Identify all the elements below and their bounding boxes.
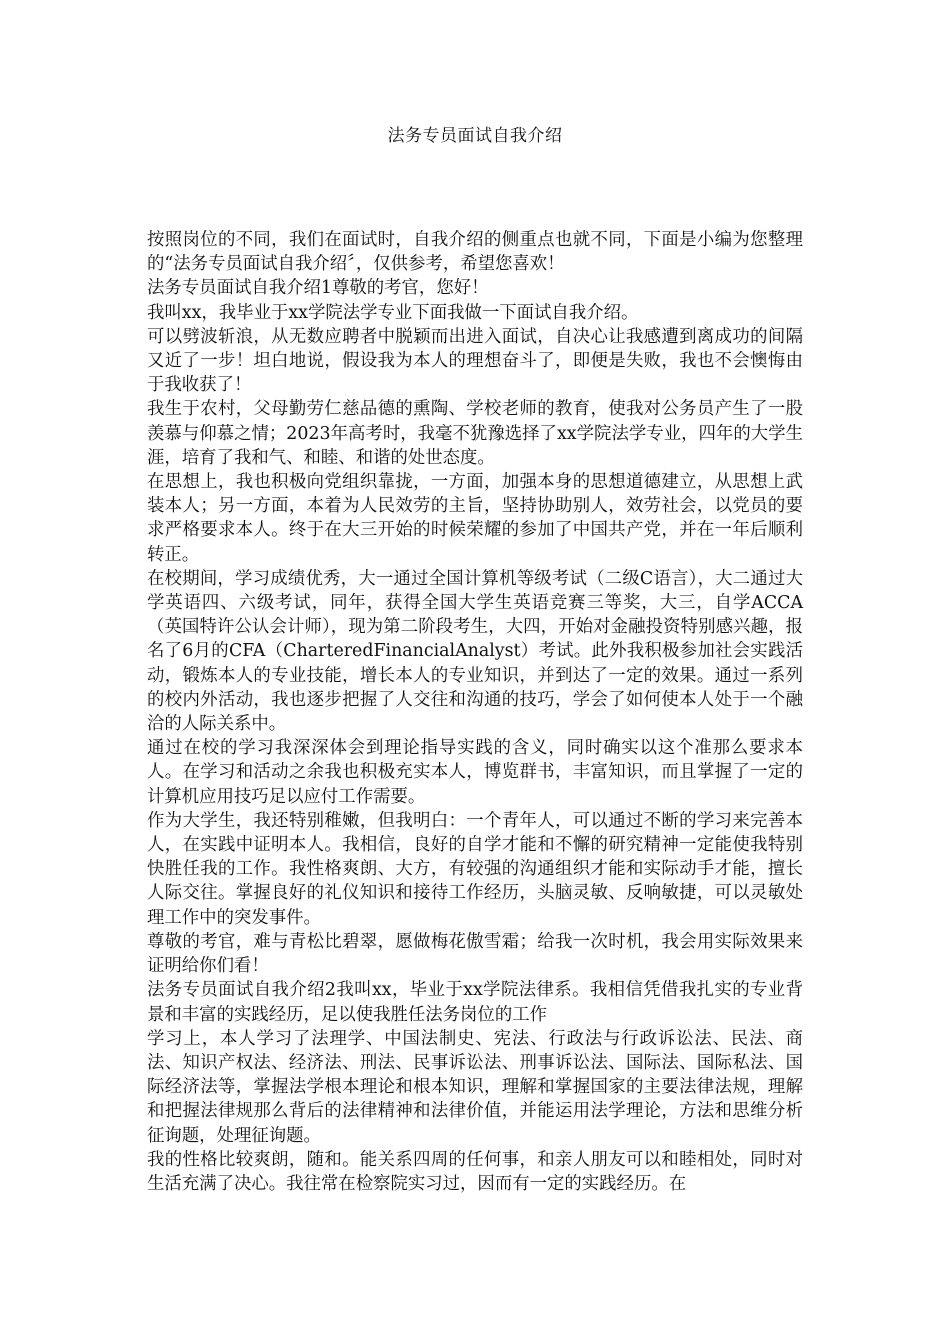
- paragraph: 我的性格比较爽朗，随和。能关系四周的任何事，和亲人朋友可以和睦相处，同时对生活充满了决心。我往常在检察院实习过，因而有一定的实践经历。在: [147, 1149, 803, 1194]
- paragraph: 通过在校的学习我深深体会到理论指导实践的含义，同时确实以这个准那么要求本人。在学习和活动之余我也积极充实本人，博览群书，丰富知识，而且掌握了一定的计算机应用技巧足以应付工作需要。: [147, 738, 803, 807]
- paragraph: 我生于农村，父母勤劳仁慈品德的熏陶、学校老师的教育，使我对公务员产生了一股羡慕与仰慕之情；2023年高考时，我毫不犹豫选择了xx学院法学专业，四年的大学生涯，培育了我和气、和睦、和谐的处世态度。: [147, 399, 803, 468]
- paragraph: 在思想上，我也积极向党组织靠拢，一方面，加强本身的思想道德建立，从思想上武装本人；另一方面，本着为人民效劳的主旨，坚持协助别人，效劳社会，以党员的要求严格要求本人。终于在大三开始的时候荣耀的参加了中国共产党，并在一年后顺利转正。: [147, 472, 803, 565]
- paragraph: 法务专员面试自我介绍1尊敬的考官，您好！: [147, 278, 489, 299]
- document-body: [147, 228, 803, 1196]
- paragraph: 按照岗位的不同，我们在面试时，自我介绍的侧重点也就不同，下面是小编为您整理的“法务专员面试自我介绍〞，仅供参考，希望您喜欢！: [147, 230, 803, 275]
- paragraph: 学习上，本人学习了法理学、中国法制史、宪法、行政法与行政诉讼法、民法、商法、知识产权法、经济法、刑法、民事诉讼法、刑事诉讼法、国际法、国际私法、国际经济法等，掌握法学根本理论和根本知识，理解和掌握国家的主要法律法规，理解和把握法律规那么背后的法律精神和法律价值，并能运用法学理论，方法和思维分析征询题，处理征询题。: [147, 1028, 803, 1146]
- paragraph: 尊敬的考官，难与青松比碧翠，愿做梅花傲雪霜；给我一次时机，我会用实际效果来证明给你们看！: [147, 931, 803, 977]
- paragraph: 法务专员面试自我介绍2我叫xx，毕业于xx学院法律系。我相信凭借我扎实的专业背景和丰富的实践经历，足以使我胜任法务岗位的工作: [147, 980, 803, 1025]
- paragraph: 可以劈波斩浪，从无数应聘者中脱颖而出进入面试，自决心让我感遭到离成功的间隔又近了一步！坦白地说，假设我为本人的理想奋斗了，即便是失败，我也不会懊悔由于我收获了！: [147, 326, 803, 396]
- paragraph: 我叫xx，我毕业于xx学院法学专业下面我做一下面试自我介绍。: [147, 302, 639, 323]
- document-title: 法务专员面试自我介绍: [387, 126, 563, 146]
- paragraph: 在校期间，学习成绩优秀，大一通过全国计算机等级考试（二级C语言），大二通过大学英语四、六级考试，同年，获得全国大学生英语竞赛三等奖，大三，自学ACCA（英国特许公认会计师），现为第二阶段考生，大四，开始对金融投资特别感兴趣，报名了6月的CFA（CharteredFinancialAnalyst）考试。此外我积极参加社会实践活动，锻炼本人的专业技能，增长本人的专业知识，并到达了一定的效果。通过一系列的校内外活动，我也逐步把握了人交往和沟通的技巧，学会了如何使本人处于一个融洽的人际关系中。: [147, 568, 803, 735]
- paragraph: 作为大学生，我还特别稚嫩，但我明白：一个青年人，可以通过不断的学习来完善本人，在实践中证明本人。我相信，良好的自学才能和不懈的研究精神一定能使我特别快胜任我的工作。我性格爽朗、大方，有较强的沟通组织才能和实际动手才能，擅长人际交往。掌握良好的礼仪知识和接待工作经历，头脑灵敏、反响敏捷，可以灵敏处理工作中的突发事件。: [147, 810, 803, 928]
